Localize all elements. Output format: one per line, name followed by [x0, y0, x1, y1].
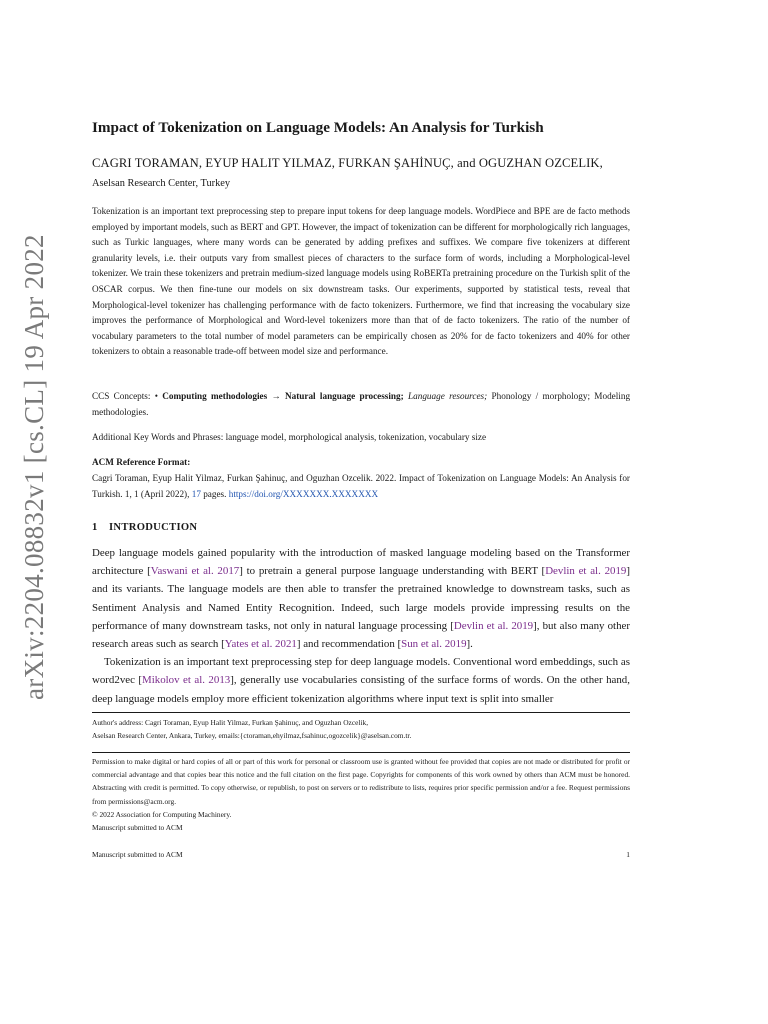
acm-reference-text: Cagri Toraman, Eyup Halit Yilmaz, Furkan Şahinuç, and Oguzhan Ozcelik. 2022. Impact of Tokenization on Language Models: An Analysis for Turkish. 1, 1 (April 2022), [92, 473, 630, 499]
intro-text: ]. [466, 638, 473, 651]
footnote-divider [92, 712, 630, 713]
submission-note: Manuscript submitted to ACM [92, 823, 183, 832]
intro-text: ] and its variants. The language models are then able to transfer the pretrained knowledge to downstream tasks, such as Sentiment Analysis and Named Entity Recognition. Indeed, such large models provide impressing results on the performance of many downstream tasks, not only in natural language processing [ [92, 565, 630, 632]
intro-text: Deep language models gained popularity with the introduction of masked language modeling based on the Transformer architecture [ [92, 547, 630, 578]
acm-reference-heading: ACM Reference Format: [92, 457, 191, 467]
citation-yates[interactable]: Yates et al. 2021 [224, 638, 297, 651]
intro-text: ] to pretrain a general purpose language understanding with BERT [ [239, 565, 546, 578]
footnote-line: Author's address: Cagri Toraman, Eyup Halit Yilmaz, Furkan Şahinuç, and Oguzhan Ozcelik, [92, 718, 369, 727]
ccs-concepts [92, 389, 630, 420]
ccs-prefix: CCS Concepts: • [92, 391, 158, 401]
section-heading-introduction [92, 522, 197, 533]
introduction-body [92, 544, 630, 708]
section-title: INTRODUCTION [109, 522, 198, 533]
pages-link[interactable]: 17 [191, 488, 201, 499]
page-number: 1 [626, 850, 630, 859]
intro-text: ], but also many other research areas such as search [ [92, 619, 630, 651]
citation-sun[interactable]: Sun et al. 2019 [401, 638, 467, 651]
keywords: Additional Key Words and Phrases: language model, morphological analysis, tokenization, vocabulary size [92, 432, 487, 442]
citation-devlin[interactable]: Devlin et al. 2019 [453, 619, 534, 632]
arxiv-identifier-stamp: arXiv:2204.08832v1 [cs.CL] 19 Apr 2022 [19, 234, 49, 700]
affiliation: Aselsan Research Center, Turkey [92, 178, 231, 189]
intro-text: ], generally use vocabularies consisting of the surface forms of words. On the other hand, deep language models employ more efficient tokenization algorithms where input text is split into smaller [92, 674, 630, 705]
footnote-line: Aselsan Research Center, Ankara, Turkey, emails:{ctoraman,ehyilmaz,fsahinuc,ogozcelik}@aselsan.com.tr. [92, 731, 412, 740]
footer-running-text: Manuscript submitted to ACM [92, 850, 183, 859]
permission-notice: Permission to make digital or hard copies of all or part of this work for personal or classroom use is granted without fee provided that copies are not made or distributed for profit or commercial advantage and that copies bear this notice and the full citation on the first page. Copyrights for components of this work owned by others than ACM must be honored. Abstracting with credit is permitted. To copy otherwise, or republish, to post on servers or to redistribute to lists, requires prior specific permission and/or a fee. Request permissions from permissions@acm.org. [92, 757, 630, 806]
permission-divider [92, 752, 630, 753]
citation-vaswani[interactable]: Vaswani et al. 2017 [150, 565, 240, 578]
acm-reference [92, 471, 630, 502]
intro-text: ] and recommendation [ [296, 638, 402, 651]
ccs-bold-concept: Computing methodologies → Natural language processing; [162, 391, 404, 401]
ccs-italic-concept: Language resources; [408, 391, 488, 401]
author-list: CAGRI TORAMAN, EYUP HALIT YILMAZ, FURKAN ŞAHİNUÇ, and OGUZHAN OZCELIK, [92, 156, 603, 170]
abstract: Tokenization is an important text preprocessing step to prepare input tokens for deep language models. WordPiece and BPE are de facto methods employed by important models, such as BERT and GPT. However, the impact of tokenization can be different for morphologically rich languages, such as Turkic languages, where many words can be generated by adding prefixes and suffixes. We compare five tokenizers at different granularity levels, i.e. their outputs vary from smallest pieces of characters to the surface form of words, including a Morphological-level tokenizer. We train these tokenizers and pretrain medium-sized language models using RoBERTa pretraining procedure on the Turkish split of the OSCAR corpus. We then fine-tune our models on six downstream tasks. Our experiments, supported by statistical tests, reveal that Morphological-level tokenizer has challenging performance with de facto tokenizers. Furthermore, we find that increasing the vocabulary size improves the performance of Morphological and Word-level tokenizers more than that of de facto tokenizers. The ratio of the number of vocabulary parameters to the total number of model parameters can be empirically chosen as 20% for de facto tokenizers and 40% for other tokenizers to obtain a reasonable trade-off between model size and performance. [92, 206, 630, 357]
section-number: 1 [92, 522, 98, 533]
copyright-notice: © 2022 Association for Computing Machinery. [92, 810, 232, 819]
citation-mikolov[interactable]: Mikolov et al. 2013 [142, 674, 231, 687]
doi-link[interactable]: https://doi.org/XXXXXXX.XXXXXXX [228, 488, 379, 499]
paper-title: Impact of Tokenization on Language Models: An Analysis for Turkish [92, 119, 544, 136]
pages-word: pages. [203, 488, 227, 499]
author-address-footnote [92, 716, 630, 742]
ccs-rest: Phonology / morphology; Modeling methodologies. [92, 391, 631, 417]
citation-devlin[interactable]: Devlin et al. 2019 [545, 565, 627, 578]
intro-text: Tokenization is an important text preprocessing step for deep language models. Conventional word embeddings, such as word2vec [ [92, 656, 630, 687]
